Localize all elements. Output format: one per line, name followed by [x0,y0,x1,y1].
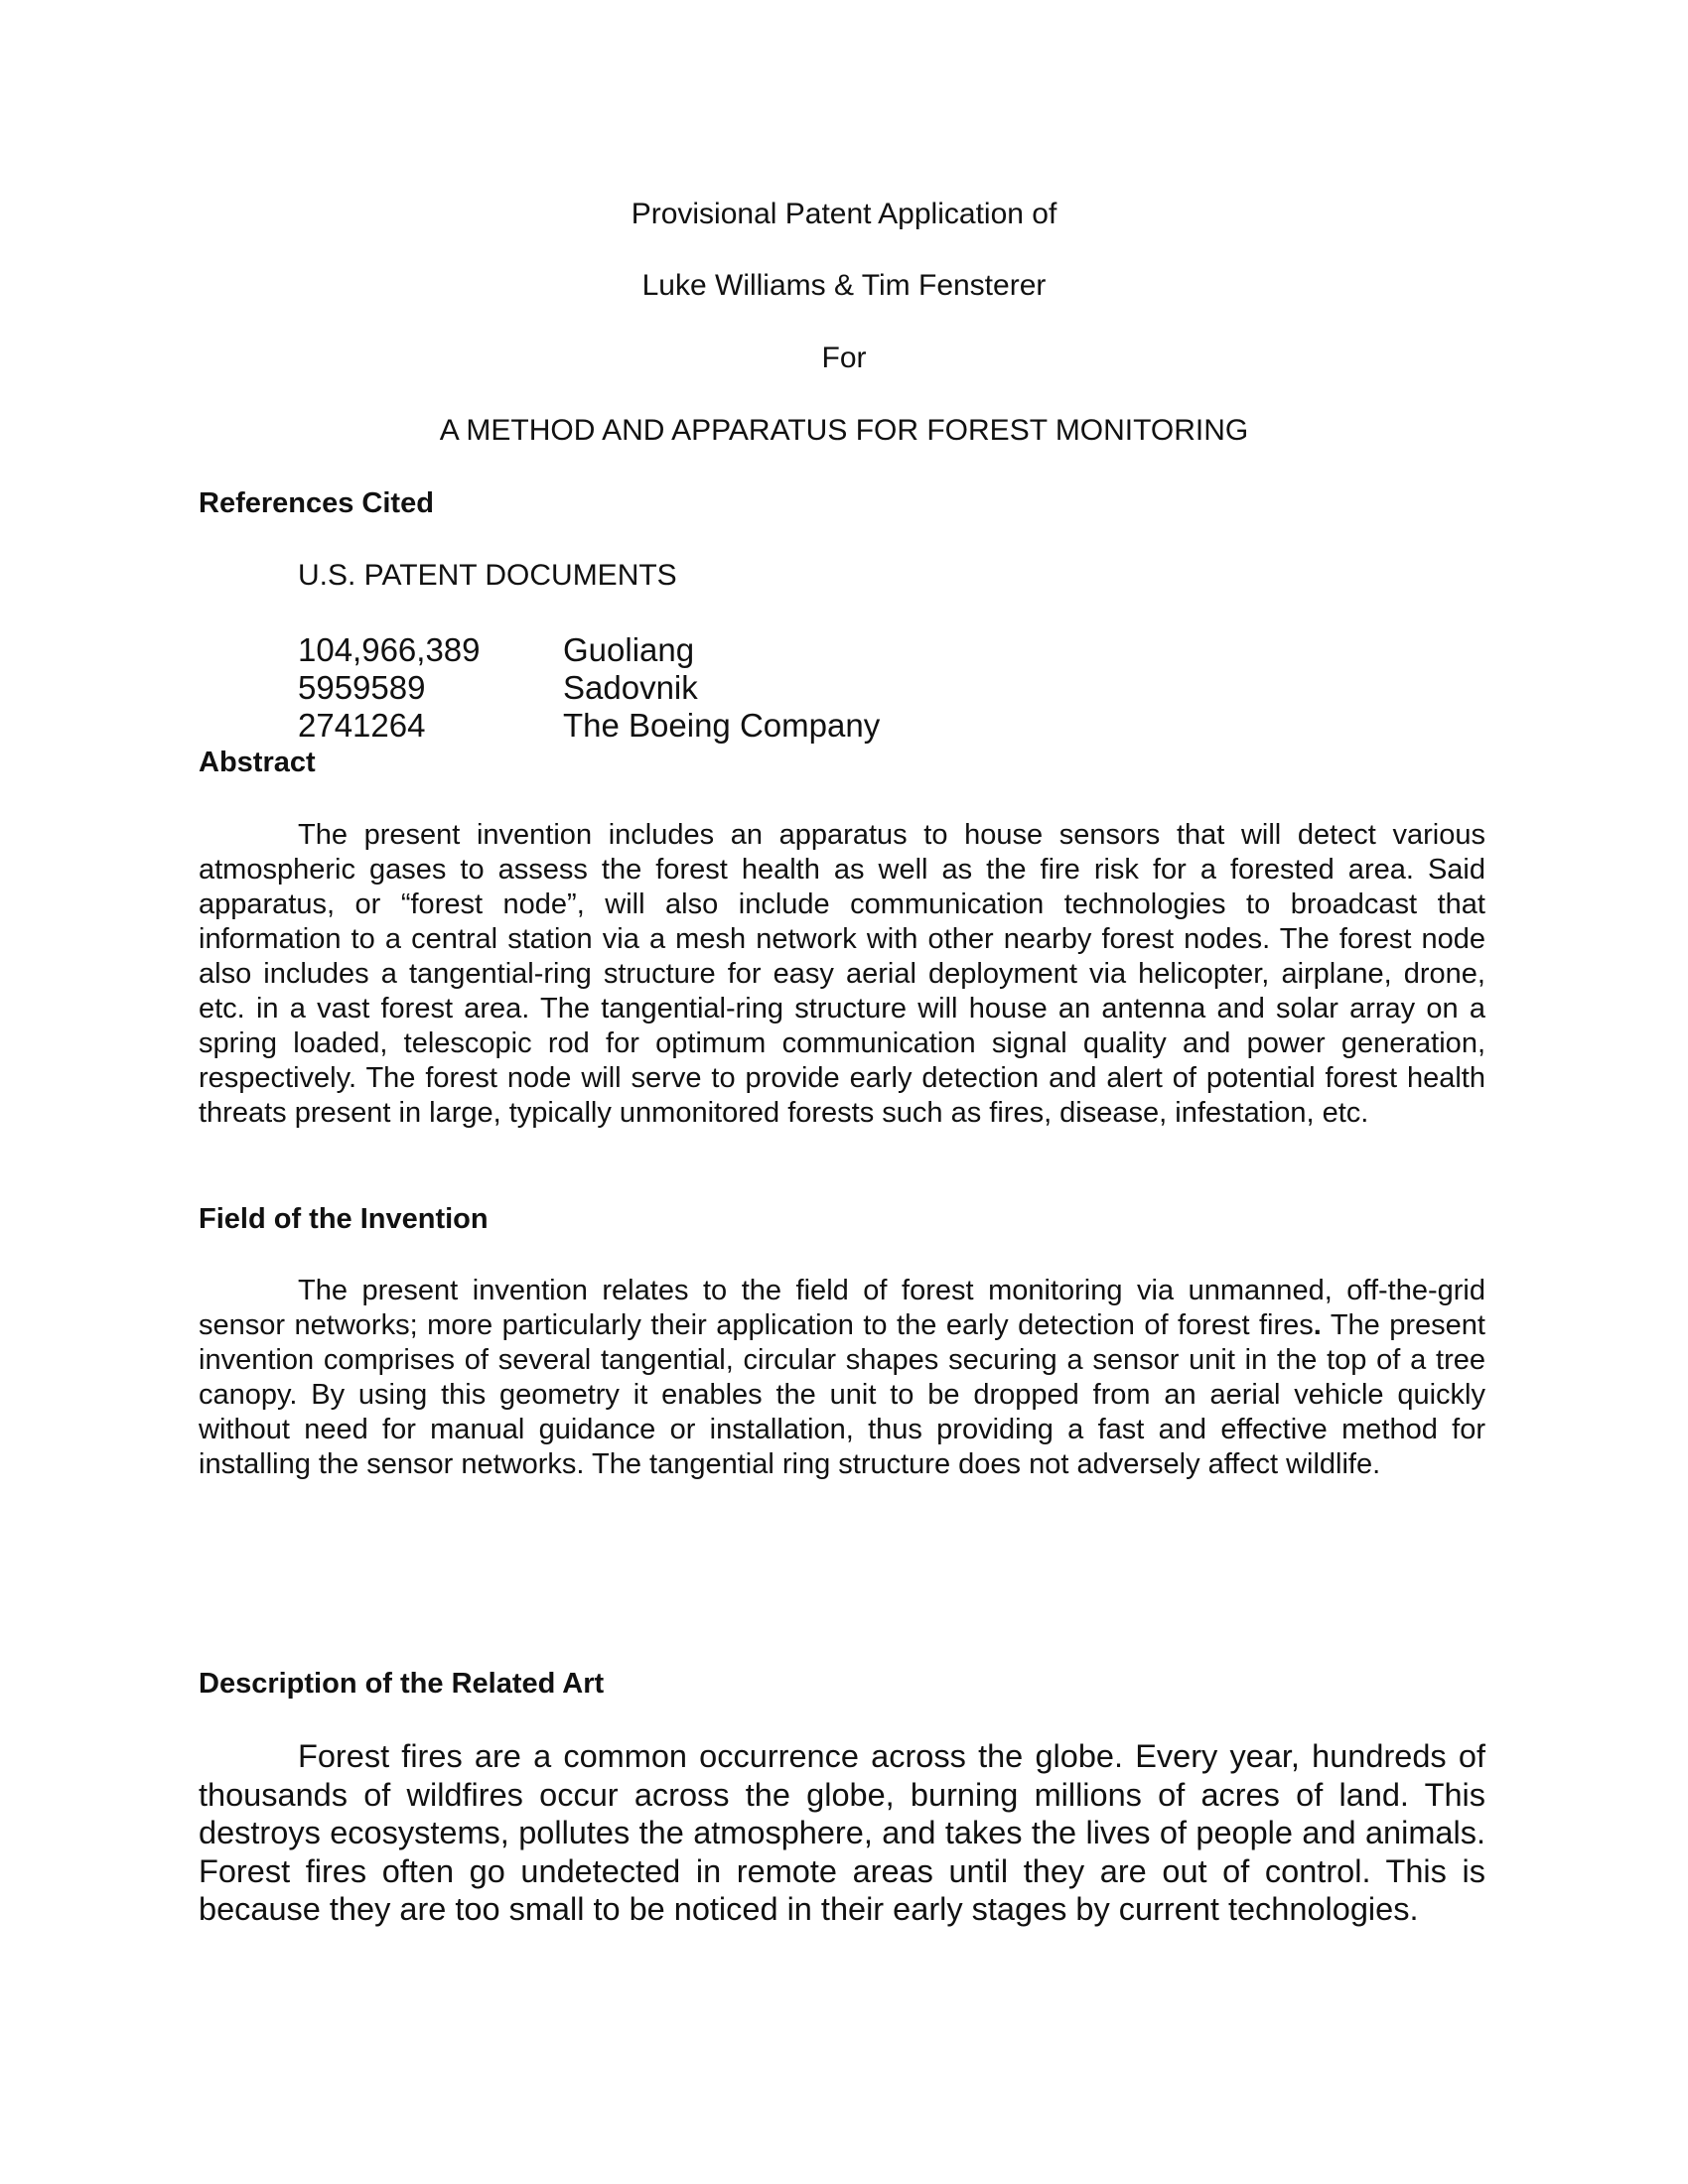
document-title: A METHOD AND APPARATUS FOR FOREST MONITORING [439,414,1249,447]
reference-number: 5959589 [298,669,426,706]
field-text-part-1: The present invention relates to the field of forest monitoring via unmanned, off-the-grid sensor networks; more particularly their application to the early detection of forest fires [199,1275,1485,1341]
header-line-inventors: Luke Williams & Tim Fensterer [641,269,1047,302]
header-line-for: For [821,341,867,374]
field-text-part-2: The present invention comprises of several tangential, circular shapes securing a sensor unit in the top of a tree canopy. By using this geometry it enables the unit to be dropped from an aerial vehicle quickly without need for manual guidance or installation, thus providing a fast and effective method for installing the sensor networks. The tangential ring structure does not adversely affect wildlife. [199,1309,1485,1480]
field-paragraph [199,1274,1485,1482]
reference-item [298,631,694,669]
reference-item [298,707,880,745]
field-heading: Field of the Invention [199,1203,489,1235]
related-art-heading: Description of the Related Art [199,1668,605,1700]
reference-number: 104,966,389 [298,631,481,668]
reference-name: Sadovnik [563,669,698,706]
reference-item [298,669,698,707]
reference-number: 2741264 [298,707,426,744]
reference-name: Guoliang [563,631,695,668]
abstract-heading: Abstract [199,747,316,778]
reference-name: The Boeing Company [563,707,881,744]
related-art-paragraph: Forest fires are a common occurrence across the globe. Every year, hundreds of thousands of wildfires occur across the globe, burning millions of acres of land. This destroys ecosystems, pollutes the atmosphere, and takes the lives of people and animals. Forest fires often go undetected in remote areas until they are out of control. This is because they are too small to be noticed in their early stages by current technologies. [199,1738,1485,1927]
field-bold-period: . [1313,1309,1322,1341]
references-heading: References Cited [199,487,434,519]
us-patent-documents-subheading: U.S. PATENT DOCUMENTS [298,559,677,592]
abstract-paragraph: The present invention includes an apparatus to house sensors that will detect various atmospheric gases to assess the forest health as well as the fire risk for a forested area. Said apparatus, or “forest node”, will also include communication technologies to broadcast that information to a central station via a mesh network with other nearby forest nodes. The forest node also includes a tangential-ring structure for easy aerial deployment via helicopter, airplane, drone, etc. in a vast forest area. The tangential-ring structure will house an antenna and solar array on a spring loaded, telescopic rod for optimum communication signal quality and power generation, respectively. The forest node will serve to provide early detection and alert of potential forest health threats present in large, typically unmonitored forests such as fires, disease, infestation, etc. [199,819,1485,1129]
header-line-application: Provisional Patent Application of [631,198,1057,230]
